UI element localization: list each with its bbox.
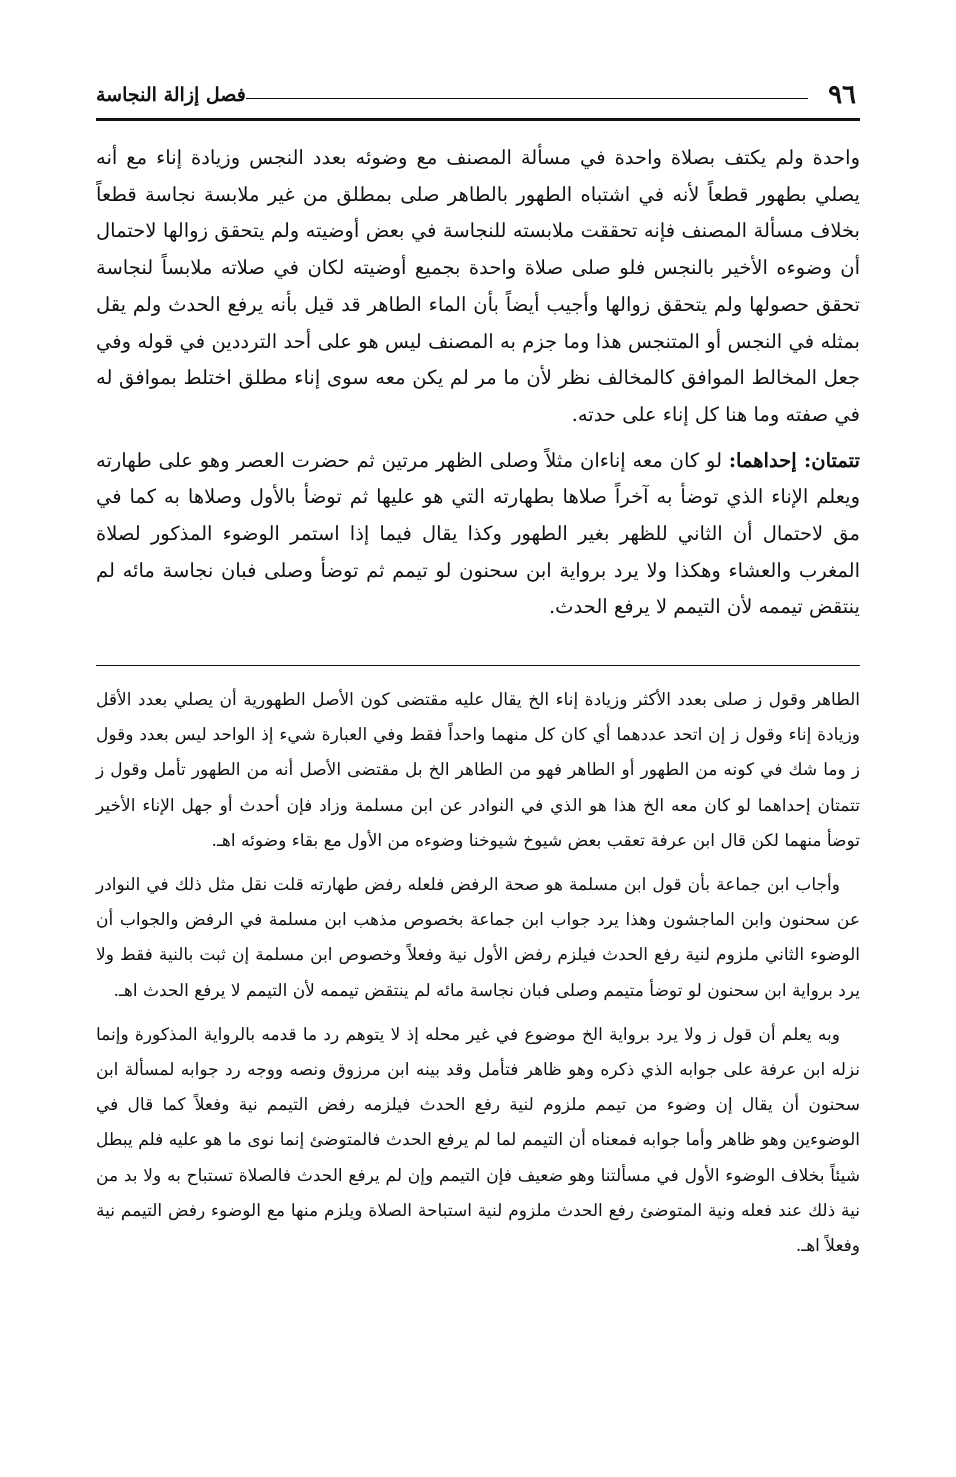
running-header <box>96 80 860 116</box>
main-paragraph <box>96 443 860 627</box>
footnote-paragraph: الطاهر وقول ز صلى بعدد الأكثر وزيادة إناء الخ يقال عليه مقتضى كون الأصل الطهورية أن يصلي بعدد الأقل وزيادة إناء وقول ز إن اتحد عددهما أي كان كل منهما واحداً فقط وفي العبارة شيء إذ الواحد ليس بعدد وقول ز وما شك في كونه من الطهور أو الطاهر فهو من الطاهر الخ بل مقتضى الأصل أنه من الطهور تأمل وقول ز تتمتان إحداهما لو كان معه الخ هذا هو الذي في النوادر عن ابن مسلمة وزاد فإن أحدث أو جهل الإناء الأخير توضأ منهما لكن قال ابن عرفة تعقب بعض شيوخ شيوخنا وضوءه من الأول مع بقاء وضوئه اهـ. <box>96 690 860 851</box>
footnotes <box>96 683 860 1264</box>
section-lead: تتمتان: إحداهما: <box>728 448 860 472</box>
main-paragraph: واحدة ولم يكتف بصلاة واحدة في مسألة المصنف مع وضوئه بعدد النجس وزيادة إناء مع أنه يصلي بطهور قطعاً لأنه في اشتباه الطهور بالطاهر صلى بمطلق من غير ملابسة نجاسة قطعاً بخلاف مسألة المصنف فإنه تحققت ملابسته للنجاسة في بعض أوضيته ولم يتحقق زوالها لاحتمال أن وضوءه الأخير بالنجس فلو صلى صلاة واحدة بجميع أوضيته لكان في صلاته ملابساً لنجاسة تحقق حصولها ولم يتحقق زوالها وأجيب أيضاً بأن الماء الطاهر قد قيل بأنه يرفع الحدث ولم يقل بمثله في النجس أو المتنجس هذا وما جزم به المصنف ليس هو على أحد الترددين في قوله وفي جعل المخالط الموافق كالمخالف نظر لأن ما مر لم يكن معه سوى إناء مطلق اختلط بموافق له في صفته وما هنا كل إناء على حدته. <box>96 146 860 426</box>
section-body: لو كان معه إناءان مثلاً وصلى الظهر مرتين ثم حضرت العصر وهو على طهارته ويعلم الإناء الذي توضأ به آخراً صلاها بطهارته التي هو عليها ثم توضأ بالأول وصلاها به كما في مق لاحتمال أن الثاني للظهر بغير الطهور وكذا يقال فيما إذا استمر الوضوء المذكور لصلاة المغرب والعشاء وهكذا ولا يرد برواية ابن سحنون لو تيمم ثم توضأ وصلى فبان نجاسة مائه لم ينتقض تيممه لأن التيمم لا يرفع الحدث. <box>96 448 860 619</box>
header-line <box>246 98 808 99</box>
book-page <box>96 0 860 1477</box>
page-number: ٩٦ <box>828 80 856 110</box>
footnote-divider <box>96 665 860 666</box>
footnote-paragraph: وبه يعلم أن قول ز ولا يرد برواية الخ موضوع في غير محله إذ لا يتوهم رد ما قدمه بالرواية المذكورة وإنما نزله ابن عرفة على جوابه الذي ذكره وهو ظاهر فتأمل وقد بينه ابن مرزوق ونصه ووجه رد جوابه لمسألة ابن سحنون أن يقال إن وضوء من تيمم ملزوم لنية رفع الحدث فيلزمه رفض التيمم نية وفعلاً كما قال في الوضوءين وهو ظاهر وأما جوابه فمعناه أن التيمم لما لم يرفع الحدث فالمتوضئ إنما نوى ما هو عليه فلم يبطل شيئاً بخلاف الوضوء الأول في مسألتنا وهو ضعيف فإن التيمم وإن لم يرفع الحدث فالصلاة تستباح به ولا بد من نية ذلك عند فعله ونية المتوضئ رفع الحدث ملزوم لنية استباحة الصلاة ويلزم منها مع الوضوء رفض التيمم نية وفعلاً اهـ. <box>96 1024 860 1257</box>
header-divider <box>96 118 860 121</box>
footnote-paragraph: وأجاب ابن جماعة بأن قول ابن مسلمة هو صحة الرفض فلعله رفض طهارته قلت نقل مثل ذلك في النوادر عن سحنون وابن الماجشون وهذا يرد جواب ابن جماعة بخصوص مذهب ابن مسلمة في الرفض والجواب أن الوضوء الثاني ملزوم لنية رفع الحدث فيلزم رفض الأول نية وفعلاً وخصوص ابن مسلمة إن ثبت بالنية فقط ولا يرد برواية ابن سحنون لو توضأ متيمم وصلى فبان نجاسة مائه لم ينتقض تيممه لأن التيمم لا يرفع الحدث اهـ. <box>96 875 860 1001</box>
main-text <box>96 140 860 626</box>
chapter-title: فصل إزالة النجاسة <box>96 84 246 106</box>
